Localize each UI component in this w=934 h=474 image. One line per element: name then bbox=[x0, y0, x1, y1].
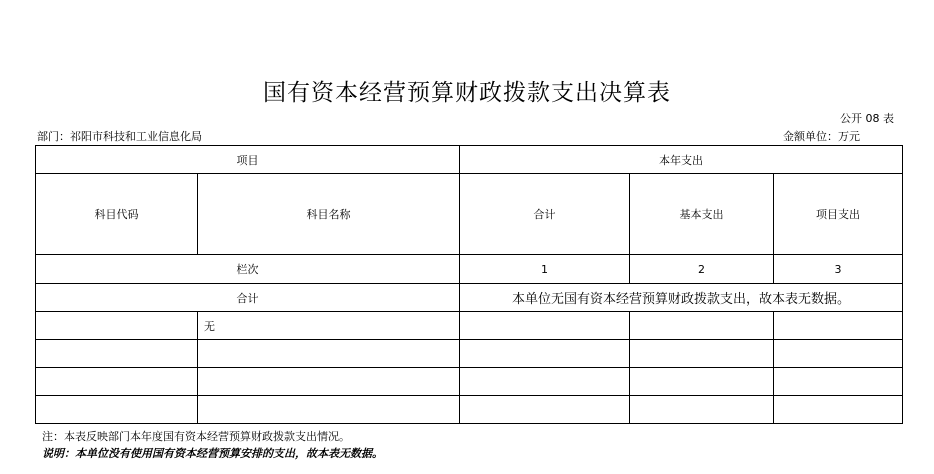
page-title: 国有资本经营预算财政拨款支出决算表 bbox=[263, 80, 671, 106]
table-cell bbox=[460, 312, 630, 340]
lanci-1: 1 bbox=[460, 255, 630, 284]
table-row bbox=[36, 368, 903, 396]
department-label: 部门：祁阳市科技和工业信息化局 bbox=[37, 130, 202, 143]
table-cell bbox=[198, 396, 460, 424]
table-cell bbox=[630, 312, 774, 340]
total-row bbox=[36, 284, 903, 312]
table-cell bbox=[198, 340, 460, 368]
table-cell bbox=[36, 368, 198, 396]
column-header-basic: 基本支出 bbox=[630, 174, 774, 255]
lanci-2: 2 bbox=[630, 255, 774, 284]
table-cell bbox=[774, 312, 903, 340]
table-cell bbox=[774, 368, 903, 396]
amount-unit-label: 金额单位：万元 bbox=[783, 130, 860, 143]
column-header-name: 科目名称 bbox=[198, 174, 460, 255]
header-current-year: 本年支出 bbox=[460, 146, 903, 174]
table-cell bbox=[630, 368, 774, 396]
explanation: 说明：本单位没有使用国有资本经营预算安排的支出，故本表无数据。 bbox=[42, 447, 383, 460]
table-header-row bbox=[36, 146, 903, 174]
table-cell bbox=[630, 340, 774, 368]
column-header-code: 科目代码 bbox=[36, 174, 198, 255]
table-cell bbox=[36, 340, 198, 368]
table-cell bbox=[774, 396, 903, 424]
table-cell bbox=[36, 396, 198, 424]
total-message: 本单位无国有资本经营预算财政拨款支出，故本表无数据。 bbox=[460, 284, 903, 312]
lanci-label: 栏次 bbox=[36, 255, 460, 284]
lanci-row bbox=[36, 255, 903, 284]
table-row bbox=[36, 312, 903, 340]
row1-name: 无 bbox=[198, 312, 460, 340]
table-cell bbox=[460, 396, 630, 424]
table-cell bbox=[460, 340, 630, 368]
table-cell bbox=[198, 368, 460, 396]
table-cell bbox=[630, 396, 774, 424]
footnote: 注：本表反映部门本年度国有资本经营预算财政拨款支出情况。 bbox=[42, 430, 350, 443]
table-subheader-row bbox=[36, 174, 903, 255]
table-row bbox=[36, 396, 903, 424]
table-cell bbox=[36, 312, 198, 340]
expenditure-table bbox=[35, 145, 903, 424]
lanci-3: 3 bbox=[774, 255, 903, 284]
table-cell bbox=[460, 368, 630, 396]
form-number: 公开 08 表 bbox=[840, 112, 894, 125]
column-header-project: 项目支出 bbox=[774, 174, 903, 255]
table-cell bbox=[774, 340, 903, 368]
header-item: 项目 bbox=[36, 146, 460, 174]
column-header-total: 合计 bbox=[460, 174, 630, 255]
table-row bbox=[36, 340, 903, 368]
total-label: 合计 bbox=[36, 284, 460, 312]
